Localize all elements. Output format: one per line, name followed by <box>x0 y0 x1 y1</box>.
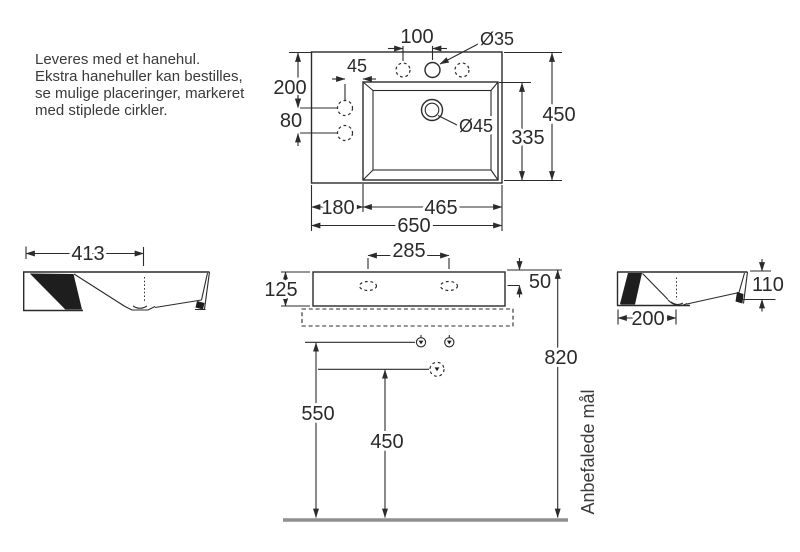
dia45-leader <box>438 116 459 127</box>
right-section-edge-fill <box>736 292 744 304</box>
dim-100: 100 <box>400 26 434 48</box>
optional-tap-hole-right <box>455 63 469 77</box>
supply-triangle-icon <box>419 341 424 345</box>
optional-side-hole-upper <box>338 101 353 116</box>
dim-45: 45 <box>346 56 368 76</box>
fixing-hole-right <box>441 282 458 291</box>
caption-anbefalede-maal: Anbefalede mål <box>578 389 598 515</box>
drain-triangle-icon <box>435 367 440 371</box>
note-line-4: med stiplede cirkler. <box>35 102 168 119</box>
supply-triangle-icon <box>447 341 452 345</box>
left-section-view <box>23 243 210 311</box>
dim-125: 125 <box>264 279 298 301</box>
dim-650: 650 <box>397 215 431 237</box>
dim-80-leaders <box>300 108 338 133</box>
dim-200: 200 <box>273 77 307 99</box>
dim-820: 820 <box>544 347 578 369</box>
drain-hole-inner <box>425 103 439 117</box>
dim-465: 465 <box>424 197 458 219</box>
front-outline <box>313 272 505 306</box>
fixing-hole-left <box>360 282 377 291</box>
bracket-zone-dashed <box>302 309 513 326</box>
optional-tap-hole-left <box>396 63 410 77</box>
note-text-block <box>35 51 245 119</box>
optional-side-hole-lower <box>338 126 353 141</box>
dim-450: 450 <box>542 104 576 126</box>
dim-dia45: Ø45 <box>458 116 494 136</box>
dim-450-install: 450 <box>370 431 404 453</box>
note-line-2: Ekstra hanehuller kan bestilles, <box>35 68 243 85</box>
dim-110: 110 <box>752 274 784 296</box>
dim-dia35: Ø35 <box>479 29 515 49</box>
tap-hole-solid <box>425 63 440 78</box>
drain-symbol <box>430 362 444 376</box>
right-section-wall-fill <box>621 273 643 305</box>
dim-550: 550 <box>301 403 335 425</box>
dim-180: 180 <box>321 197 355 219</box>
front-view <box>264 240 562 326</box>
dim-335: 335 <box>511 127 545 149</box>
water-supply-symbol-left <box>416 335 425 347</box>
left-section-wall-fill <box>31 274 83 310</box>
dim-200-side: 200 <box>631 308 665 330</box>
dim-100-extensions <box>403 46 433 61</box>
right-section-basin-profile <box>643 272 748 306</box>
dim-50: 50 <box>528 271 552 293</box>
note-line-3: se mulige placeringer, markeret <box>35 85 245 102</box>
dim-80: 80 <box>279 110 303 132</box>
dia35-leader <box>440 43 480 64</box>
right-section-view <box>617 259 784 330</box>
left-section-right-wall-fill <box>196 301 205 310</box>
note-line-1: Leveres med et hanehul. <box>35 51 201 68</box>
installation-view <box>283 270 598 520</box>
dim-413: 413 <box>71 243 105 265</box>
left-section-basin-profile <box>74 272 210 310</box>
water-supply-symbol-right <box>445 335 454 347</box>
dim-285: 285 <box>392 240 426 262</box>
plan-view <box>273 26 575 237</box>
